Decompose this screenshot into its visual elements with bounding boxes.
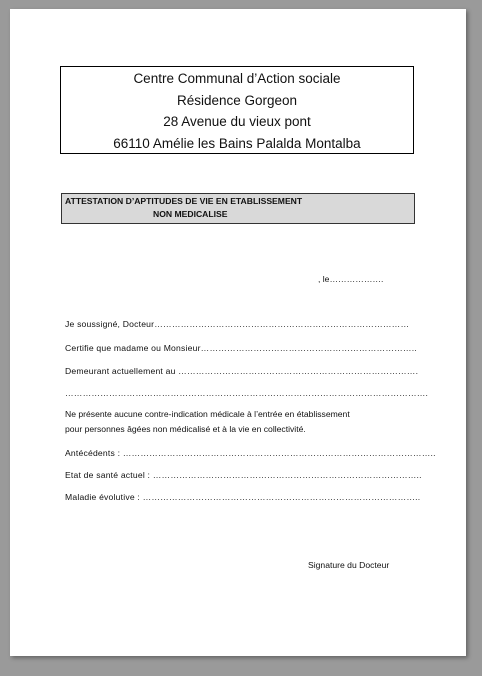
- statement-line-2: pour personnes âgées non médicalisé et à la vie en collectivité.: [65, 424, 306, 434]
- header-line-2: Résidence Gorgeon: [176, 92, 298, 108]
- address-continuation-field: …………………………………………………………………………………………………………….: [65, 388, 429, 398]
- patient-field: Certifie que madame ou Monsieur………………………………………………………………..: [65, 343, 417, 353]
- organization-header: [60, 66, 414, 154]
- address-field: Demeurant actuellement au ……………………………………………………………………….: [65, 366, 419, 376]
- document-page: [10, 9, 466, 656]
- title-line-2: NON MEDICALISE: [153, 209, 228, 219]
- evolving-disease-field: Maladie évolutive : …………………………………………………………………………………..: [65, 492, 421, 502]
- statement-line-1: Ne présente aucune contre-indication médicale à l’entrée en établissement: [65, 409, 350, 419]
- header-line-1: Centre Communal d’Action sociale: [133, 71, 341, 86]
- date-line: , le……………….: [318, 274, 384, 284]
- title-line-1: ATTESTATION D’APTITUDES DE VIE EN ETABLISSEMENT: [65, 196, 303, 206]
- health-status-field: Etat de santé actuel : ………………………………………………………………………………..: [65, 470, 422, 480]
- signature-label: Signature du Docteur: [308, 560, 390, 570]
- document-title: [61, 193, 415, 224]
- doctor-field: Je soussigné, Docteur……………………………………………………………………………: [65, 319, 410, 329]
- antecedents-field: Antécédents : ……………………………………………………………………………………………..: [65, 448, 436, 458]
- header-line-4: 66110 Amélie les Bains Palalda Montalba: [113, 135, 361, 151]
- header-line-3: 28 Avenue du vieux pont: [163, 114, 311, 129]
